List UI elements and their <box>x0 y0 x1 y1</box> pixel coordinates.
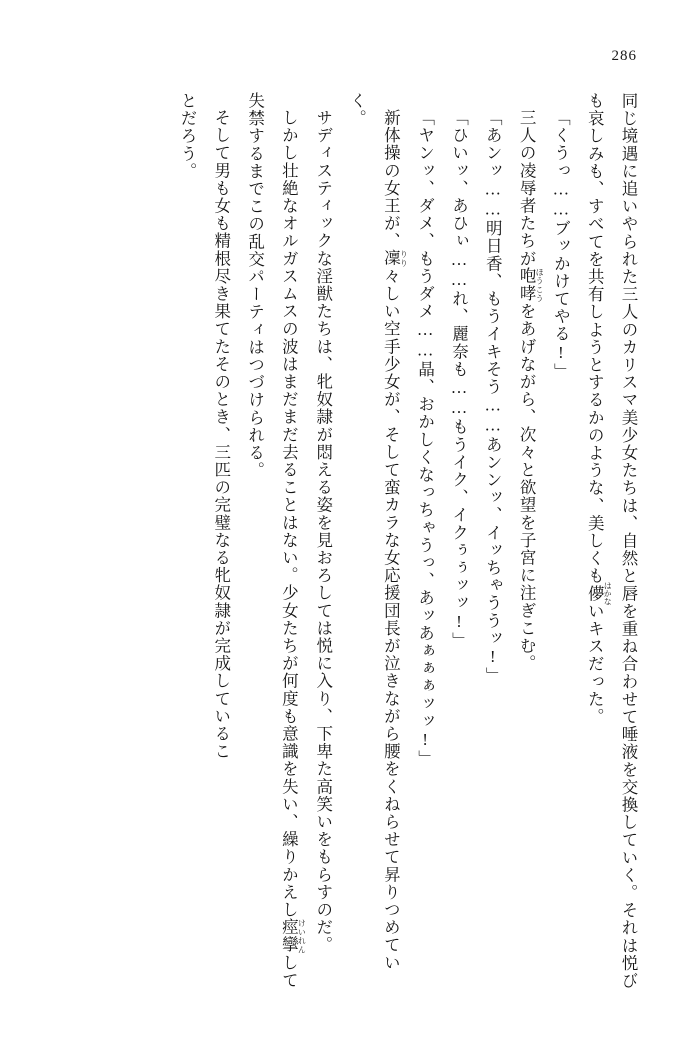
ruby-ririshii: 凜 りり <box>381 249 409 267</box>
paragraph: 「ひいッ、あひぃ……れ、麗奈も……もうイク、イクぅぅッッ!」 <box>449 108 469 649</box>
paragraph: 「くうっ……ブッかけてやる!」 <box>551 108 571 380</box>
page-number: 286 <box>611 48 637 64</box>
paragraph: 「あンッ……明日香、もうイキそう……あンンッ、イッちゃううッ!」 <box>483 108 503 685</box>
paragraph: 同じ境遇に追いやられた三人のカリスマ美少女たちは、自然と唇を重ね合わせて唾液を交換していく。それは悦びも哀しみも、すべてを共有しようとするかのような、美しくも儚 はかないキスだった。 <box>585 92 638 990</box>
paragraph: 新体操の女王が、凜 りり々しい空手少女が、そして蛮カラな女応援団長が泣きながら腰をくねらせて昇りつめていく。 <box>347 92 409 971</box>
paragraph: サディスティックな淫獣たちは、牝奴隷が悶える姿を見おろしては悦に入り、下卑た高笑いをもらすのだ。 <box>313 108 333 954</box>
paragraph: そして男も女も精根尽き果てたそのとき、三匹の完璧なる牝奴隷が完成しているこ <box>211 108 231 760</box>
paragraph: 三人の凌辱者たちが咆哮 ほうこうをあげながら、次々と欲望を子宮に注ぎこむ。 <box>517 108 545 672</box>
page-text-body <box>55 92 645 990</box>
ruby-keiren: 痙攣 けいれん <box>279 918 307 954</box>
paragraph: しかし壮絶なオルガスムスの波はまだまだ去ることはない。少女たちが何度も意識を失い、繰りかえし痙攣 けいれんして失禁するまでこの乱交パーティはつづけられる。 <box>245 92 307 989</box>
paragraph: 「ヤンッ、ダメ、もうダメ……晶、おかしくなっちゃうっ、あッあぁぁぁッッ!」 <box>415 108 435 768</box>
paragraph: とだろう。 <box>177 92 197 180</box>
ruby-hakanai: 儚 はかな <box>585 581 613 606</box>
ruby-houkou: 咆哮 ほうこう <box>517 266 545 303</box>
